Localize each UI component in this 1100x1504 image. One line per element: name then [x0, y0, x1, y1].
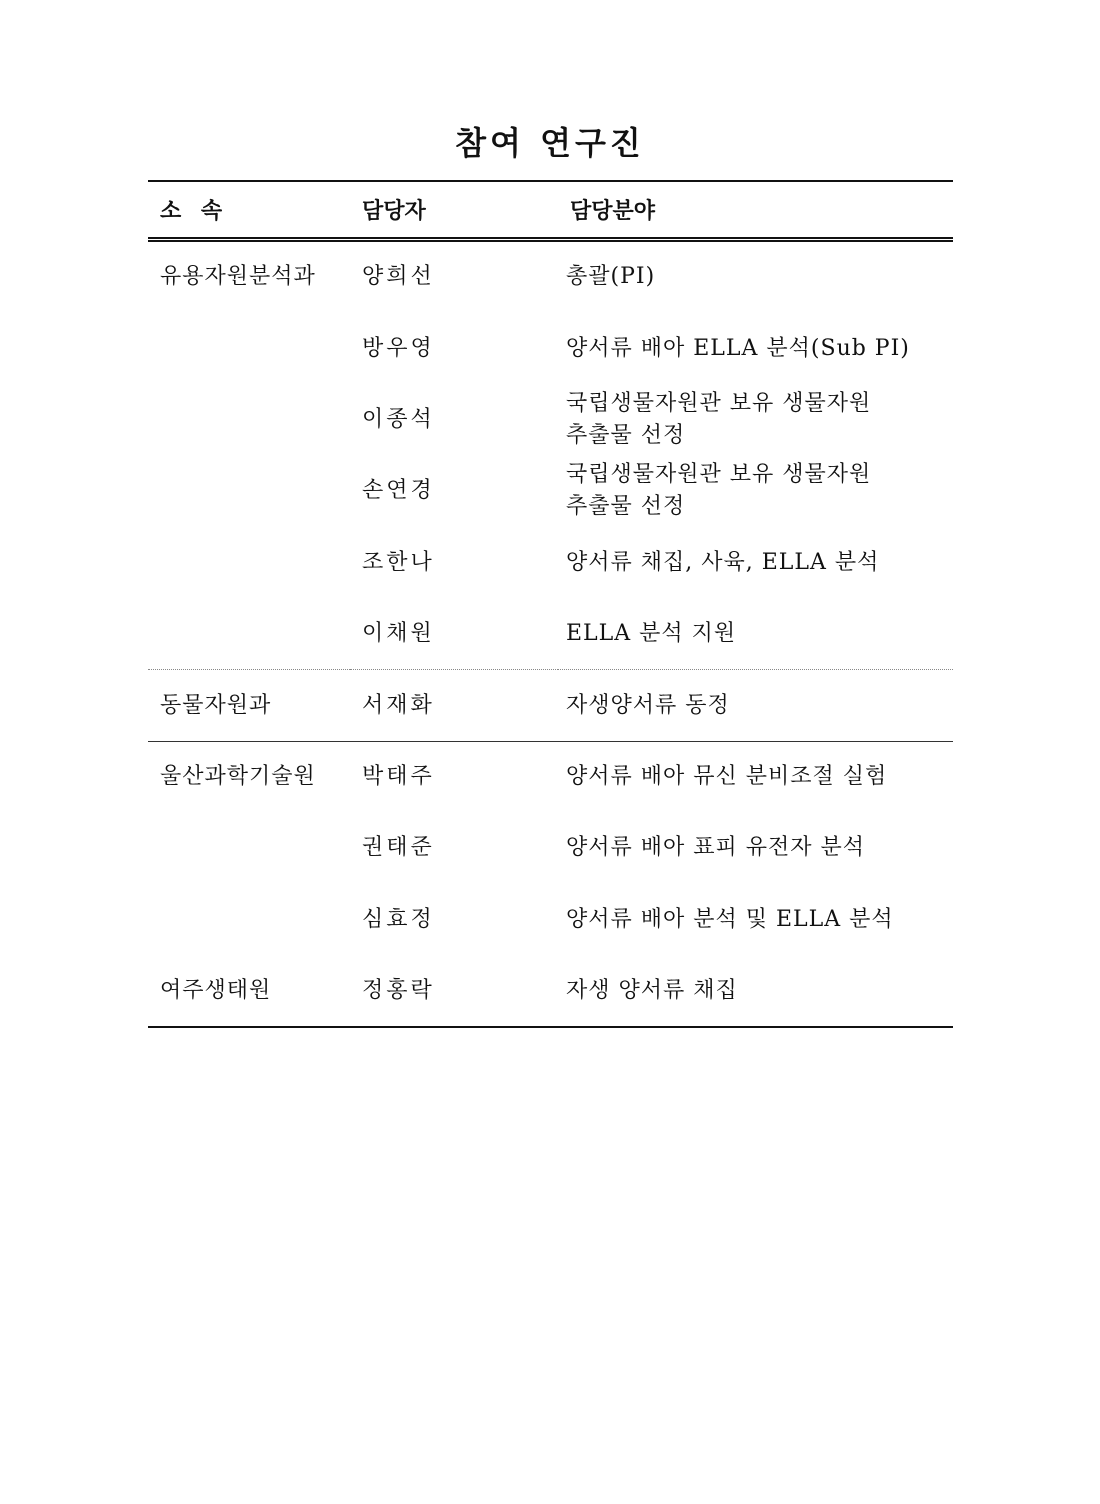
table-row — [148, 456, 953, 527]
field-cell — [558, 527, 953, 598]
header-person: 담당자 — [350, 181, 558, 239]
table-row — [148, 527, 953, 598]
table-body — [148, 239, 953, 1027]
table-row — [148, 813, 953, 884]
table-row — [148, 239, 953, 313]
table-row — [148, 884, 953, 955]
person-cell: 심효정 — [362, 906, 435, 932]
field-line: 양서류 배아 표피 유전자 분석 — [566, 835, 865, 861]
person-cell: 권태준 — [362, 835, 435, 861]
field-cell — [558, 884, 953, 955]
person-cell: 서재화 — [350, 670, 558, 741]
affiliation-cell: 울산과학기술원 — [160, 764, 316, 790]
affiliation-cell — [148, 313, 350, 384]
person-cell: 방우영 — [362, 335, 435, 361]
person-cell: 조한나 — [362, 549, 435, 575]
field-cell — [558, 956, 953, 1027]
table-row — [148, 956, 953, 1027]
header-row — [148, 181, 953, 239]
affiliation-cell — [148, 384, 350, 455]
affiliation-cell: 유용자원분석과 — [160, 264, 316, 290]
field-line: 국립생물자원관 보유 생물자원 — [566, 462, 872, 488]
field-line: 양서류 배아 뮤신 분비조절 실험 — [566, 764, 888, 790]
affiliation-cell — [148, 813, 350, 884]
affiliation-cell — [148, 599, 350, 670]
field-cell — [558, 813, 953, 884]
field-line: 추출물 선정 — [566, 423, 686, 449]
person-cell: 손연경 — [362, 478, 435, 504]
table-row — [148, 313, 953, 384]
person-cell: 정홍락 — [350, 956, 558, 1027]
field-cell — [558, 741, 953, 812]
affiliation-cell — [148, 884, 350, 955]
table-row — [148, 599, 953, 670]
person-cell: 이종석 — [362, 407, 435, 433]
field-cell — [558, 239, 953, 313]
research-staff-table — [148, 180, 953, 1028]
person-cell: 박태주 — [362, 764, 435, 790]
table-row — [148, 670, 953, 741]
field-line: 국립생물자원관 보유 생물자원 — [566, 391, 872, 417]
header-field: 담당분야 — [558, 181, 953, 239]
field-line: 자생양서류 동정 — [566, 692, 730, 718]
person-cell: 양희선 — [362, 264, 435, 290]
field-cell — [558, 384, 953, 455]
field-cell — [558, 599, 953, 670]
table-header — [148, 181, 953, 239]
field-cell — [558, 670, 953, 741]
affiliation-cell — [148, 527, 350, 598]
affiliation-cell — [148, 456, 350, 527]
field-line: 양서류 채집, 사육, ELLA 분석 — [566, 549, 880, 575]
field-line: 양서류 배아 ELLA 분석(Sub PI) — [566, 335, 910, 361]
header-affiliation: 소 속 — [148, 181, 350, 239]
page-title: 참여 연구진 — [455, 124, 645, 162]
field-line: 추출물 선정 — [566, 494, 686, 520]
affiliation-cell: 동물자원과 — [148, 670, 350, 741]
table-row — [148, 741, 953, 812]
field-line: 총괄(PI) — [566, 264, 656, 290]
field-line: 양서류 배아 분석 및 ELLA 분석 — [566, 906, 894, 932]
field-line: ELLA 분석 지원 — [566, 621, 737, 646]
field-cell — [558, 313, 953, 384]
affiliation-cell: 여주생태원 — [148, 956, 350, 1027]
table-row — [148, 384, 953, 455]
field-line: 자생 양서류 채집 — [566, 977, 738, 1003]
field-cell — [558, 456, 953, 527]
person-cell: 이채원 — [350, 599, 558, 670]
